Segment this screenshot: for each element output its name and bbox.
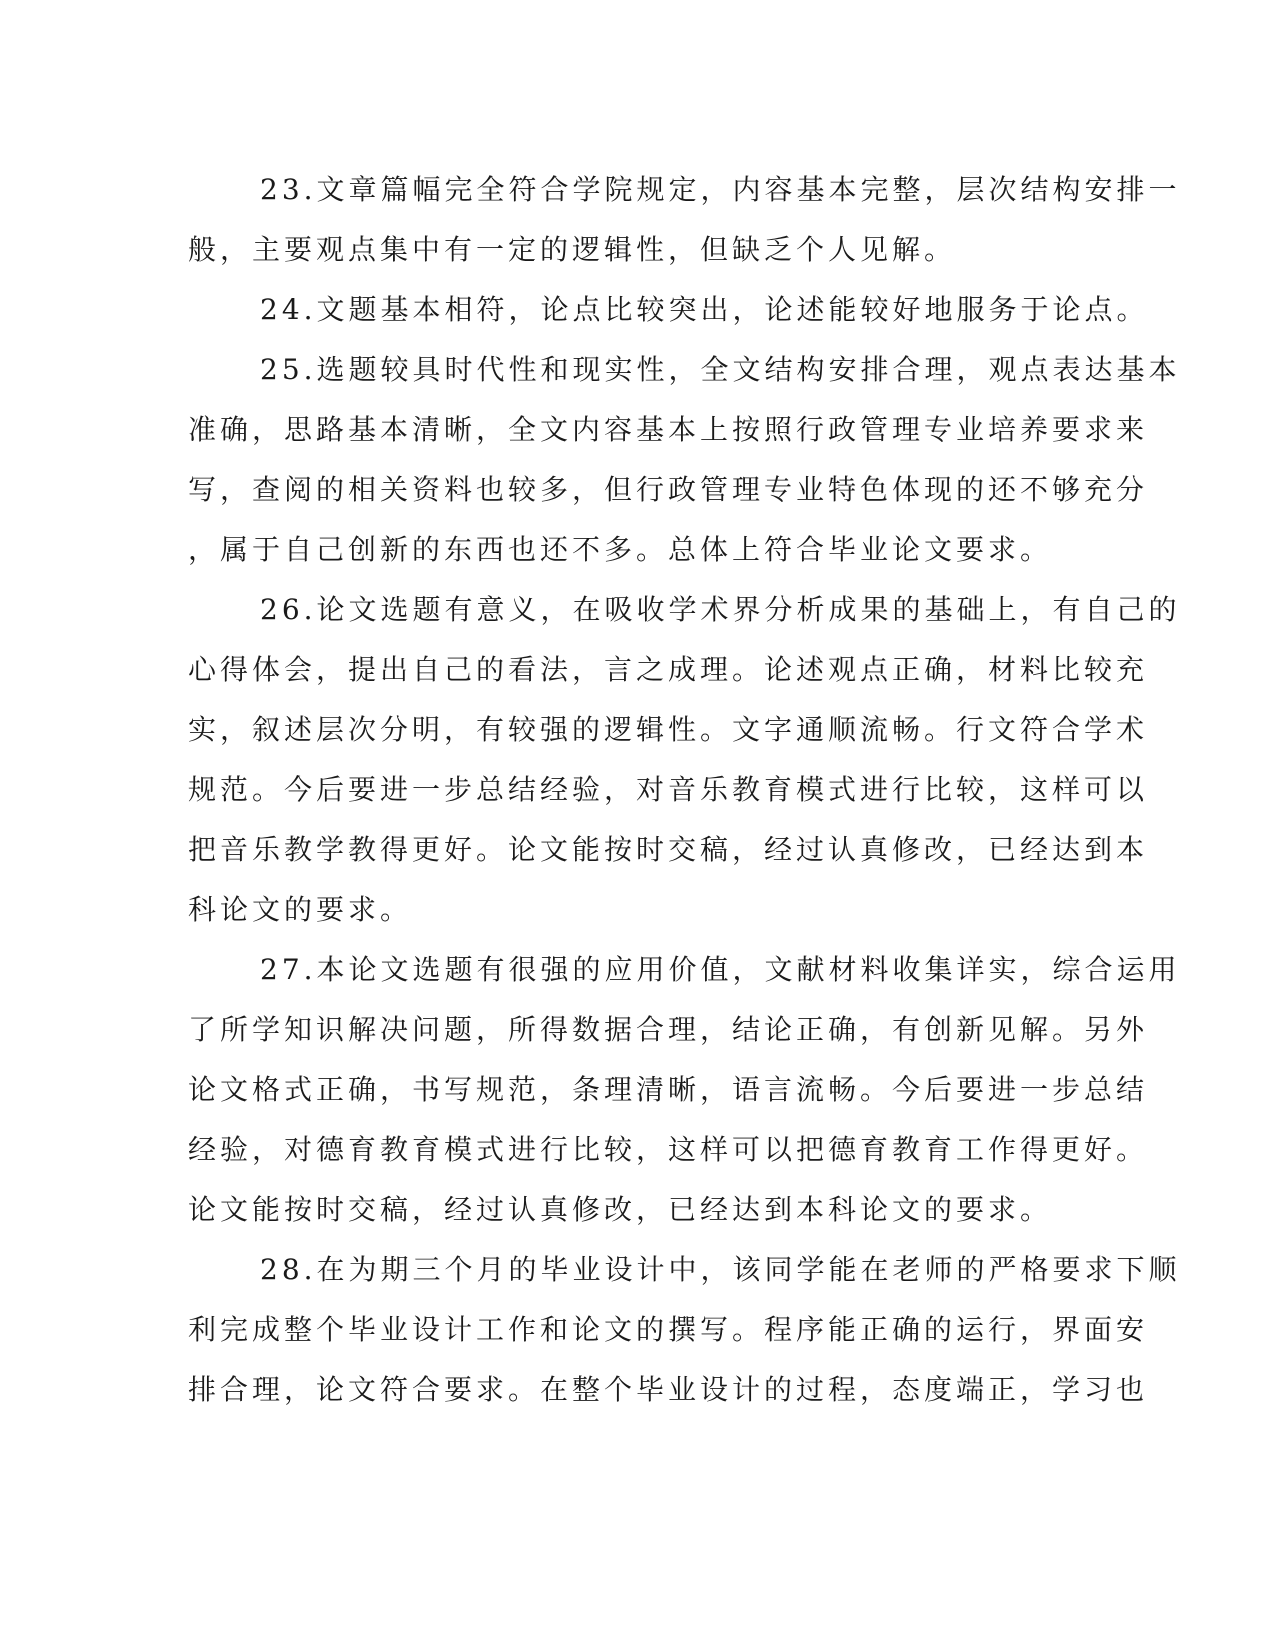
text-line: 论文能按时交稿，经过认真修改，已经达到本科论文的要求。 bbox=[188, 1193, 1053, 1226]
text-line: 般，主要观点集中有一定的逻辑性，但缺乏个人见解。 bbox=[188, 233, 957, 266]
text-line: 论文格式正确，书写规范，条理清晰，语言流畅。今后要进一步总结 bbox=[188, 1073, 1149, 1106]
text-line: 28.在为期三个月的毕业设计中，该同学能在老师的严格要求下顺 bbox=[260, 1253, 1181, 1286]
text-line: 了所学知识解决问题，所得数据合理，结论正确，有创新见解。另外 bbox=[188, 1013, 1149, 1046]
text-line: 25.选题较具时代性和现实性，全文结构安排合理，观点表达基本 bbox=[260, 353, 1181, 386]
text-line: 27.本论文选题有很强的应用价值，文献材料收集详实，综合运用 bbox=[260, 953, 1181, 986]
text-line: 24.文题基本相符，论点比较突出，论述能较好地服务于论点。 bbox=[260, 293, 1149, 326]
text-line: 26.论文选题有意义，在吸收学术界分析成果的基础上，有自己的 bbox=[260, 593, 1181, 626]
text-line: 准确，思路基本清晰，全文内容基本上按照行政管理专业培养要求来 bbox=[188, 413, 1149, 446]
text-line: 把音乐教学教得更好。论文能按时交稿，经过认真修改，已经达到本 bbox=[188, 833, 1149, 866]
text-line: 经验，对德育教育模式进行比较，这样可以把德育教育工作得更好。 bbox=[188, 1133, 1149, 1166]
text-line: 23.文章篇幅完全符合学院规定，内容基本完整，层次结构安排一 bbox=[260, 173, 1181, 206]
text-line: ，属于自己创新的东西也还不多。总体上符合毕业论文要求。 bbox=[188, 533, 1053, 566]
text-line: 写，查阅的相关资料也较多，但行政管理专业特色体现的还不够充分 bbox=[188, 473, 1149, 506]
text-line: 利完成整个毕业设计工作和论文的撰写。程序能正确的运行，界面安 bbox=[188, 1313, 1149, 1346]
document-body bbox=[188, 160, 1181, 1420]
text-line: 心得体会，提出自己的看法，言之成理。论述观点正确，材料比较充 bbox=[188, 653, 1149, 686]
text-line: 规范。今后要进一步总结经验，对音乐教育模式进行比较，这样可以 bbox=[188, 773, 1149, 806]
text-line: 科论文的要求。 bbox=[188, 893, 413, 926]
text-line: 排合理，论文符合要求。在整个毕业设计的过程，态度端正，学习也 bbox=[188, 1373, 1149, 1406]
text-line: 实，叙述层次分明，有较强的逻辑性。文字通顺流畅。行文符合学术 bbox=[188, 713, 1149, 746]
